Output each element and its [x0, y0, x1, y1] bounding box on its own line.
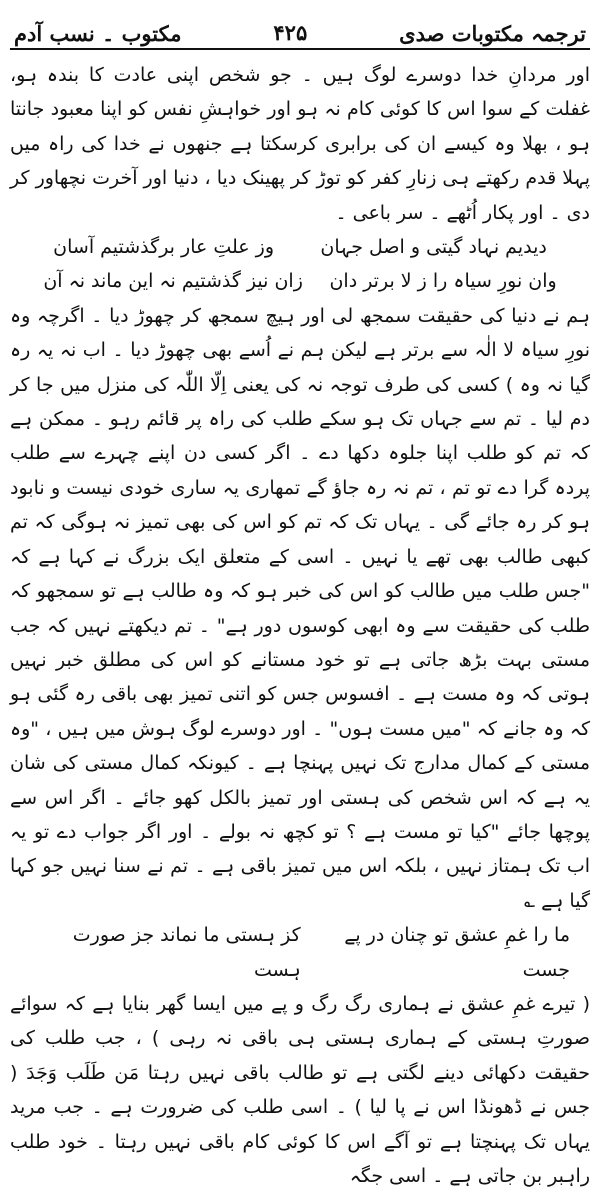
paragraph-1: اور مردانِ خدا دوسرے لوگ ہیں ۔ جو شخص اپنی عادت کا بندہ ہو، غفلت کے سوا اس کا کوئی کام نہ ہو اور خواہشِ نفس کو اپنا معبود جانتا ہو ، بھلا وہ کیسے ان کی برابری کرسکتا ہے جنھوں نے خدا کی راہ میں پہلا قدم رکھتے ہی زنارِ کفر کو توڑ کر پھینک دیا ، دنیا اور آخرت نچھاور کر دی ۔ اور پکار اُٹھے ۔ سر باعی ۔ — [10, 64, 590, 224]
verse-3-left: کز ہستی ما نماند جز صورت ہست — [72, 924, 301, 981]
verse-2-right: وان نورِ سیاہ را ز لا برتر دان — [329, 270, 557, 293]
paragraph-3: ( تیرے غمِ عشق نے ہماری رگ رگ و پے میں ایسا گھر بنایا ہے کہ سوائے صورتِ ہستی کے ہماری ہستی ہی باقی نہ رہی ) ، جب طلب کی حقیقت دکھائی دینے لگتی ہے تو طالب باقی نہیں رہتا مَن طَلَب وَجَدَ ( جس نے ڈھونڈا اس نے پا لیا ) ۔ اسی طلب کی ضرورت ہے ۔ جب مرید یہاں تک پہنچتا ہے تو آگے اس کا کوئی کام باقی نہیں رہتا ۔ خود طلب راہبر بن جاتی ہے ۔ اسی جگہ — [10, 992, 590, 1187]
section-title: مکتوب ۔ نسب آدم — [14, 21, 182, 46]
paragraph-2: ہم نے دنیا کی حقیقت سمجھ لی اور ہیچ سمجھ کر چھوڑ دیا ۔ اگرچہ وہ نورِ سیاہ لا الٰہ سے برتر ہے لیکن ہم نے اُسے بھی چھوڑ دیا ۔ اب نہ یہ رہ گیا نہ وہ ) کسی کی طرف توجہ نہ کی یعنی اِلّا اللّٰہ کی منزل میں جا کر دم لیا ۔ تم سے جہاں تک ہو سکے طلب کی راہ پر قائم رہو ۔ ممکن ہے کہ تم کو طلب اپنا جلوہ دکھا دے ۔ اگر کسی دن اپنے چہرے سے طلب پردہ گرا دے تو تم ، تم نہ رہ جاؤ گے تمھاری یہ ساری خودی نیست و نابود ہو کر رہ جائے گی ۔ یہاں تک کہ تم کو اس کی بھی تمیز نہ ہوگی کہ تم کبھی طالب بھی تھے یا نہیں ۔ اسی کے متعلق ایک بزرگ نے کہا ہے کہ "جس طلب میں طالب کو اس کی خبر ہو کہ وہ طالب ہے تو سمجھو کہ طلب کی حقیقت سے وہ ابھی کوسوں دور ہے" ۔ تم دیکھتے نہیں کہ جب مستی بہت بڑھ جاتی ہے تو خود مستانے کو اس کی مطلق خبر نہیں ہوتی کہ وہ مست ہے ۔ افسوس جس کو اتنی تمیز بھی باقی رہ گئی ہو کہ وہ جانے کہ "میں مست ہوں" ۔ اور دوسرے لوگ ہوش میں ہیں ، "وہ مستی کے کمال مدارج تک نہیں پہنچا ہے ۔ کیونکہ کمال مستی کی شان یہ ہے کہ اس شخص کی ہستی اور تمیز بالکل کھو جائے ۔ اگر اس سے پوچھا جائے "کیا تو مست ہے ؟ تو کچھ نہ بولے ۔ اور اگر جواب دے تو یہ اب تک ہمتاز نہیں ، بلکہ اس میں تمیز باقی ہے ۔ تم نے سنا نہیں جو کہا گیا ہے ؎ — [10, 304, 590, 912]
page-number: ۴۲۵ — [273, 21, 308, 45]
verse-3-right: ما را غمِ عشق تو چنان در پے جست — [344, 924, 570, 981]
verse-1-left: وز علتِ عار برگذشتیم آسان — [53, 236, 275, 259]
book-title: ترجمہ مکتوبات صدی — [399, 21, 586, 46]
verse-1-right: دیدیم نہاد گیتی و اصل جہان — [320, 236, 547, 259]
verse-2-left: زان نیز گذشتیم نہ این ماند نہ آن — [43, 270, 303, 293]
verse-couplet-2 — [10, 264, 590, 298]
verse-couplet-3 — [10, 918, 590, 987]
verse-couplet-1 — [10, 230, 590, 264]
page-header — [10, 6, 590, 46]
header-rule — [10, 48, 590, 50]
